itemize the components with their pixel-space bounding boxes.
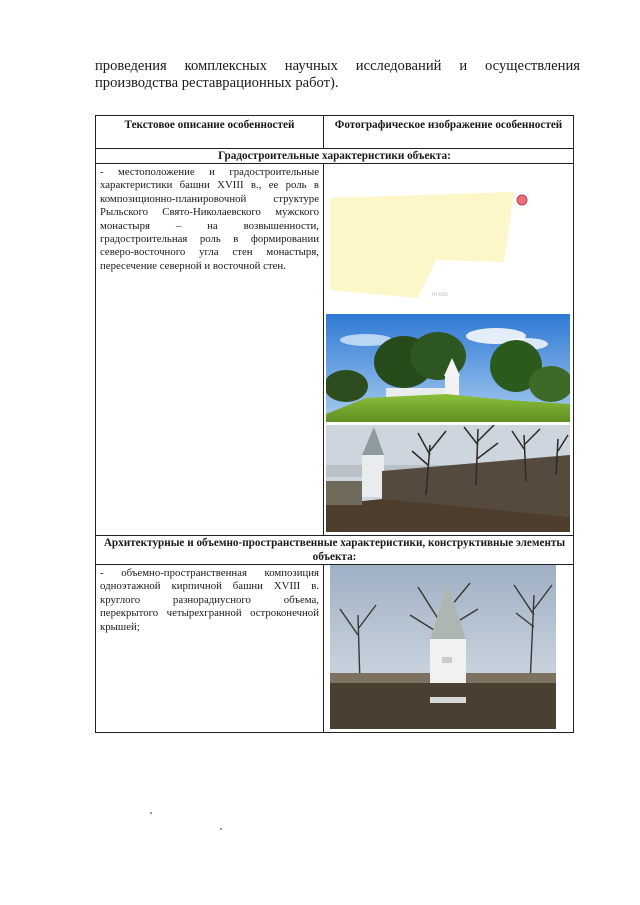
- map-area-polygon: [330, 192, 514, 298]
- section1-title: Градостроительные характеристики объекта:: [96, 149, 574, 164]
- location-map: [326, 166, 570, 312]
- summer-photo-image: [326, 314, 570, 422]
- section1-text-cell: [96, 164, 324, 536]
- tower-closeup-photo: [330, 565, 556, 729]
- section1-photo-cell: [324, 164, 574, 536]
- table-header-row: [96, 116, 574, 149]
- section1-content-row: [96, 164, 574, 536]
- intro-line-1: проведения комплексных научных исследований и осуществления: [95, 58, 580, 74]
- closeup-photo-image: [330, 565, 556, 729]
- scan-speck: [150, 812, 152, 814]
- section2-text: - объемно-пространственная композиция одноэтажной кирпичной башни XVIII в. круглого разнорадиусного объема, перекрытого четырехгранной остроконечной крышей;: [100, 567, 319, 633]
- scan-speck: [220, 828, 222, 830]
- section2-title: Архитектурные и объемно-пространственные характеристики, конструктивные элементы объекта:: [96, 536, 574, 565]
- col1-header: Текстовое описание особенностей: [96, 116, 324, 149]
- section1-text: - местоположение и градостроительные характеристики башни XVIII в., ее роль в композиционно-планировочной структуре Рыльского Свято-Николаевского мужского монастыря – на возвышенности, градостроительная роль в формировании северо-восточного угла стен монастыря, пересечение северной и восточной стен.: [100, 166, 319, 272]
- tower-summer-photo: [326, 314, 570, 422]
- tower-autumn-photo: [326, 425, 570, 532]
- autumn-photo-image: [326, 425, 570, 532]
- map-label: m cos: [432, 292, 449, 298]
- section2-text-cell: [96, 565, 324, 733]
- col2-header: Фотографическое изображение особенностей: [324, 116, 574, 149]
- section2-content-row: [96, 565, 574, 733]
- section2-title-row: [96, 536, 574, 565]
- intro-line-2: производства реставрационных работ).: [95, 75, 339, 91]
- features-table: [95, 115, 574, 733]
- section2-photo-cell: [324, 565, 574, 733]
- intro-paragraph: [95, 58, 580, 92]
- tower-location-marker-icon: [517, 195, 527, 205]
- map-image: [326, 166, 570, 312]
- section1-title-row: [96, 149, 574, 164]
